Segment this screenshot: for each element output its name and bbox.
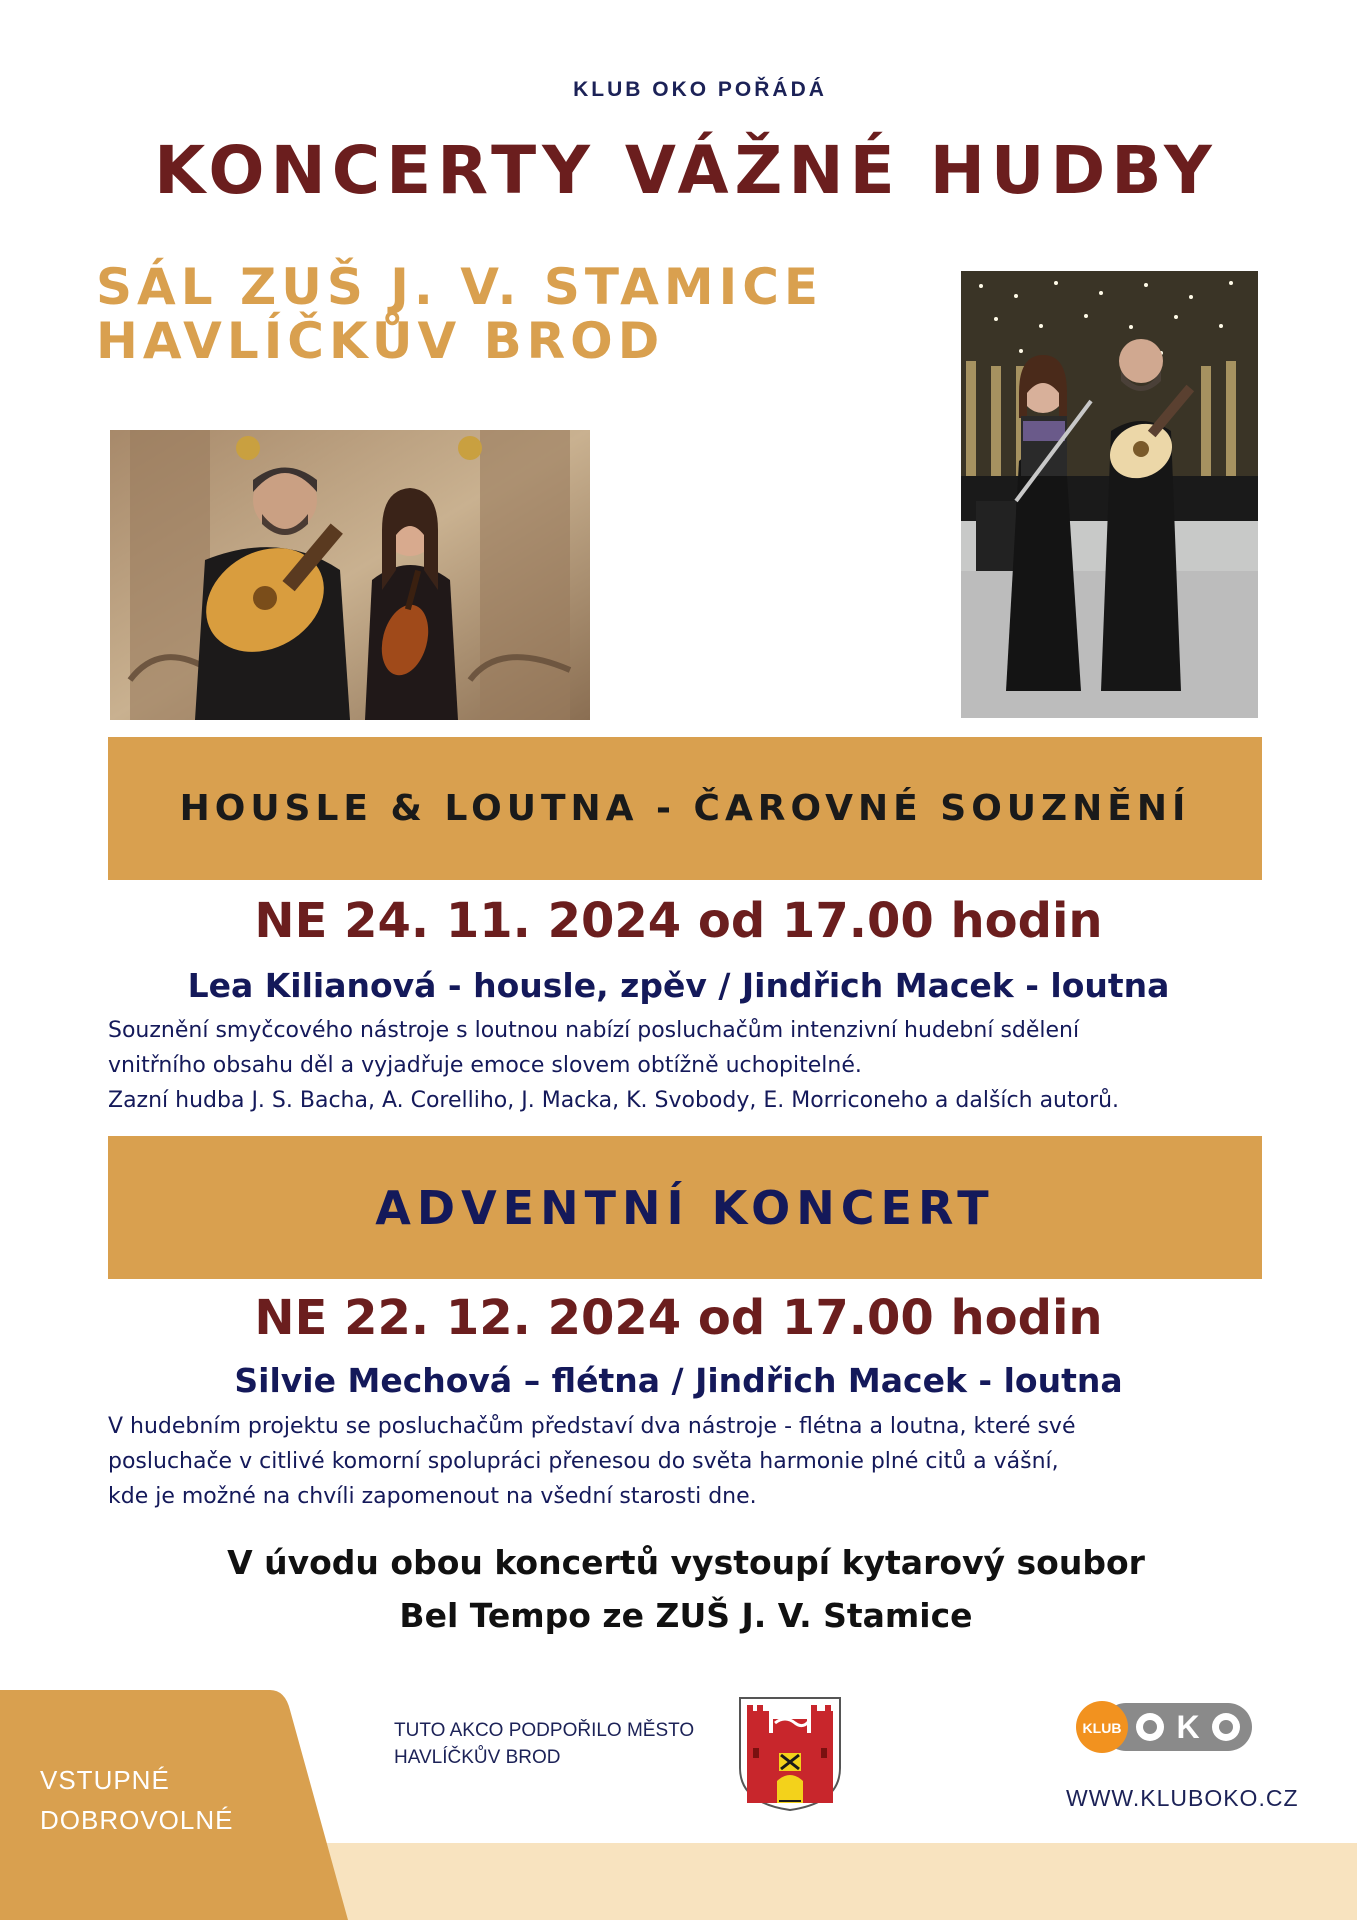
concert-2-title: ADVENTNÍ KONCERT xyxy=(375,1180,995,1235)
concert-1-title-band xyxy=(108,737,1262,880)
concert-1-title: HOUSLE & LOUTNA - ČAROVNÉ SOUZNĚNÍ xyxy=(179,788,1191,829)
concert-2-title-band xyxy=(108,1136,1262,1279)
klub-oko-logo xyxy=(1074,1697,1264,1757)
havlickuv-brod-coat-of-arms-icon xyxy=(735,1693,845,1813)
organizer-line: KLUB OKO POŘÁDÁ xyxy=(573,78,827,101)
concert-2-description xyxy=(108,1409,1288,1514)
concert-2-description-line: kde je možné na chvíli zapomenout na všední starosti dne. xyxy=(108,1484,757,1509)
venue-line-1: SÁL ZUŠ J. V. STAMICE xyxy=(96,258,824,316)
logo-klub-text: KLUB xyxy=(1082,1720,1122,1736)
logo-k-text: K xyxy=(1176,1709,1200,1745)
concert-2-description-line: posluchače v citlivé komorní spolupráci přenesou do světa harmonie plné citů a vášní, xyxy=(108,1449,1059,1474)
duo-photo-flute-lute xyxy=(961,271,1258,718)
duo-photo-violin-lute xyxy=(110,430,590,720)
entry-note xyxy=(40,1760,234,1840)
closing-line-1: V úvodu obou koncertů vystoupí kytarový soubor xyxy=(227,1543,1145,1582)
website-link[interactable]: WWW.KLUBOKO.CZ xyxy=(1066,1785,1299,1811)
concert-1-performers: Lea Kilianová - housle, zpěv / Jindřich Macek - loutna xyxy=(187,966,1170,1005)
concert-2-date: NE 22. 12. 2024 od 17.00 hodin xyxy=(254,1290,1103,1346)
concert-1-description-line: Souznění smyčcového nástroje s loutnou nabízí posluchačům intenzivní hudební sdělení xyxy=(108,1018,1080,1043)
concert-1-description-line: vnitřního obsahu děl a vyjadřuje emoce slovem obtížně uchopitelné. xyxy=(108,1053,862,1078)
entry-line-1: VSTUPNÉ xyxy=(40,1765,170,1795)
closing-line-2: Bel Tempo ze ZUŠ J. V. Stamice xyxy=(399,1596,973,1635)
concert-1-description xyxy=(108,1013,1288,1118)
support-note xyxy=(394,1717,694,1771)
entry-line-2: DOBROVOLNÉ xyxy=(40,1805,234,1835)
concert-1-description-line: Zazní hudba J. S. Bacha, A. Corelliho, J. Macka, K. Svobody, E. Morriconeho a dalších autorů. xyxy=(108,1088,1120,1113)
support-line-2: HAVLÍČKŮV BROD xyxy=(394,1747,561,1768)
concert-1-date: NE 24. 11. 2024 od 17.00 hodin xyxy=(254,893,1103,949)
support-line-1: TUTO AKCO PODPOŘILO MĚSTO xyxy=(394,1720,695,1741)
main-title: KONCERTY VÁŽNÉ HUDBY xyxy=(154,132,1218,209)
concert-2-description-line: V hudebním projektu se posluchačům představí dva nástroje - flétna a loutna, které své xyxy=(108,1414,1076,1439)
concert-2-performers: Silvie Mechová – flétna / Jindřich Macek - loutna xyxy=(234,1361,1123,1400)
venue-line-2: HAVLÍČKŮV BROD xyxy=(96,312,665,370)
